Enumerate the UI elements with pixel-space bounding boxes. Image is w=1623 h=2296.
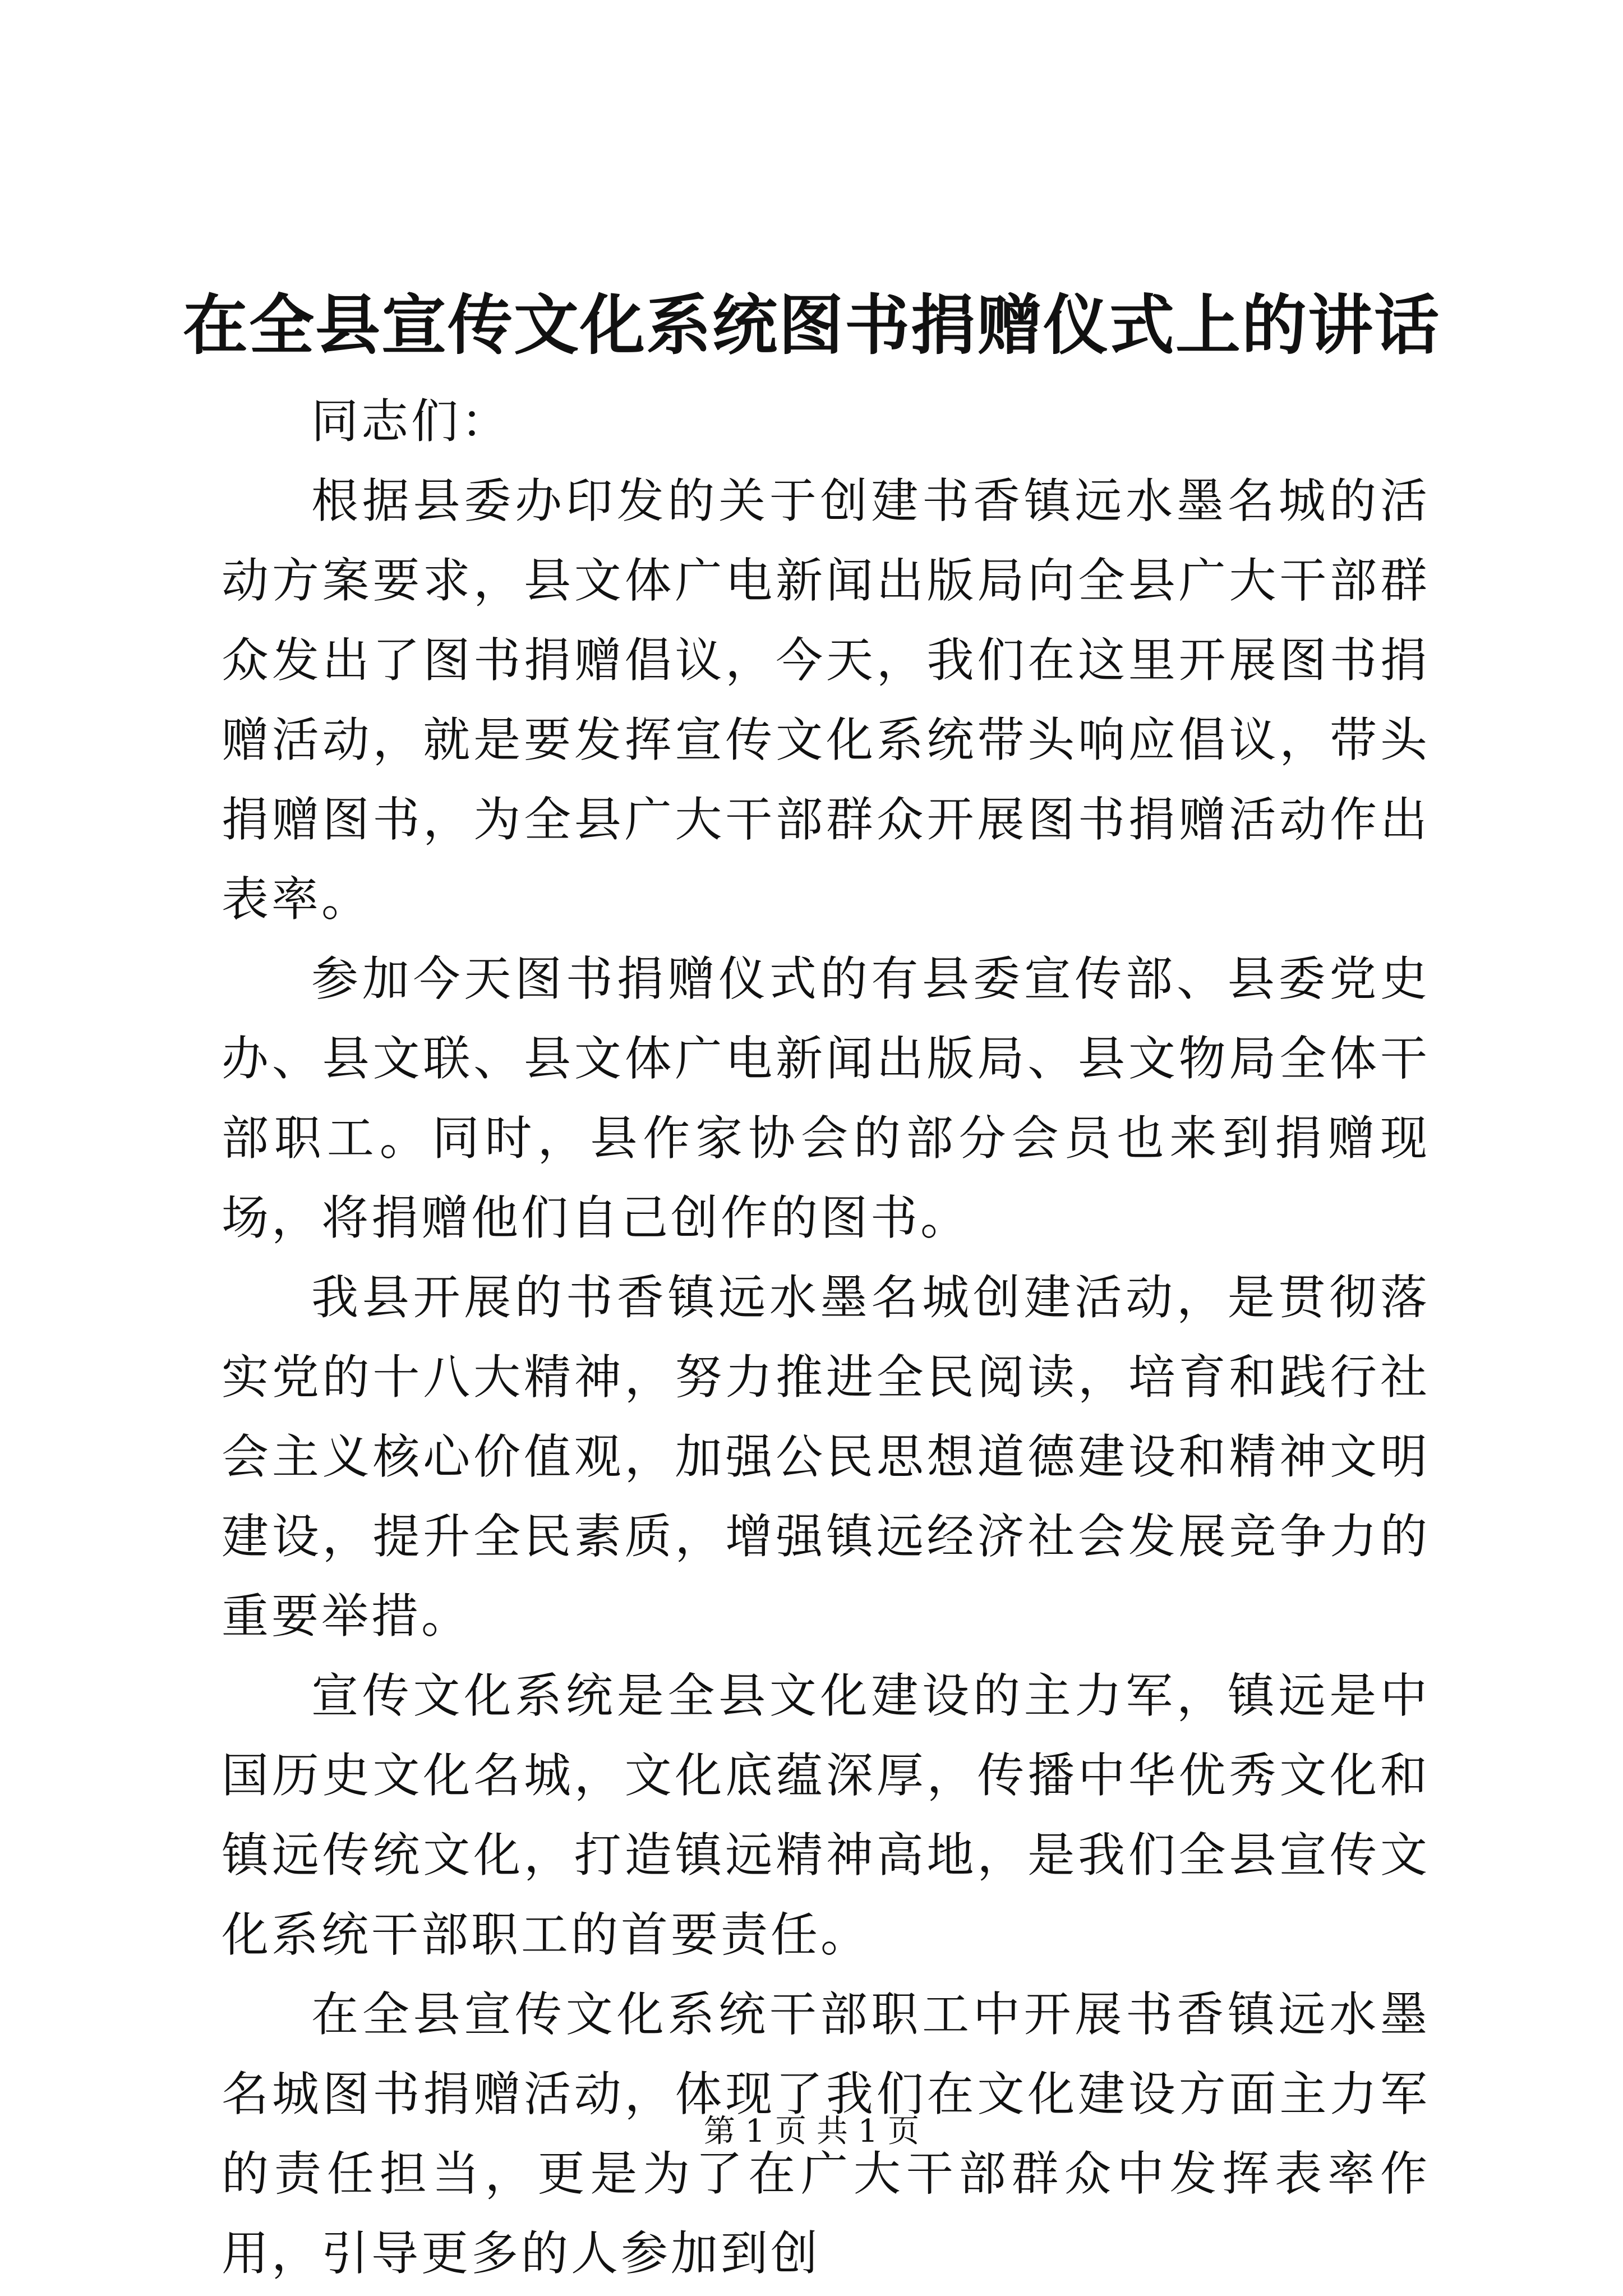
document-body: [222, 381, 1430, 2293]
paragraph-2: 参加今天图书捐赠仪式的有县委宣传部、县委党史办、县文联、县文体广电新闻出版局、县文物局全体干部职工。同时，县作家协会的部分会员也来到捐赠现场，将捐赠他们自己创作的图书。: [222, 951, 1430, 1245]
page-footer: 第 1 页 共 1 页: [703, 2113, 920, 2150]
paragraph-3: 我县开展的书香镇远水墨名城创建活动，是贯彻落实党的十八大精神，努力推进全民阅读，培育和践行社会主义核心价值观，加强公民思想道德建设和精神文明建设，提升全民素质，增强镇远经济社会发展竞争力的重要举措。: [222, 1270, 1430, 1644]
document-title: 在全县宣传文化系统图书捐赠仪式上的讲话: [183, 287, 1440, 364]
paragraph-1: 根据县委办印发的关于创建书香镇远水墨名城的活动方案要求，县文体广电新闻出版局向全县广大干部群众发出了图书捐赠倡议，今天，我们在这里开展图书捐赠活动，就是要发挥宣传文化系统带头响应倡议，带头捐赠图书，为全县广大干部群众开展图书捐赠活动作出表率。: [222, 473, 1430, 927]
paragraph-5: 在全县宣传文化系统干部职工中开展书香镇远水墨名城图书捐赠活动，体现了我们在文化建设方面主力军的责任担当，更是为了在广大干部群众中发挥表率作用，引导更多的人参加到创: [222, 1987, 1430, 2281]
paragraph-4: 宣传文化系统是全县文化建设的主力军，镇远是中国历史文化名城，文化底蕴深厚，传播中华优秀文化和镇远传统文化，打造镇远精神高地，是我们全县宣传文化系统干部职工的首要责任。: [222, 1668, 1430, 1962]
salutation: 同志们：: [311, 394, 511, 449]
